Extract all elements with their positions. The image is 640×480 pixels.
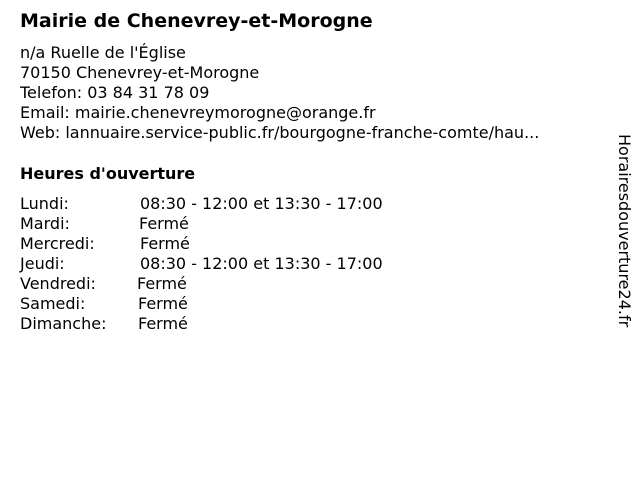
hours-heading: Heures d'ouverture <box>20 164 196 183</box>
day-hours: Fermé <box>138 314 188 333</box>
hours-row-saturday <box>20 294 480 314</box>
page-title: Mairie de Chenevrey-et-Morogne <box>20 10 373 32</box>
hours-row-tuesday <box>20 214 480 234</box>
day-hours: 08:30 - 12:00 et 13:30 - 17:00 <box>140 194 383 213</box>
day-label: Mardi: <box>20 214 70 233</box>
day-label: Lundi: <box>20 194 69 213</box>
hours-row-friday <box>20 274 480 294</box>
day-label: Jeudi: <box>20 254 65 273</box>
day-label: Vendredi: <box>20 274 96 293</box>
day-hours: Fermé <box>137 274 187 293</box>
hours-row-monday <box>20 194 480 214</box>
website-link[interactable]: Web: lannuaire.service-public.fr/bourgogne-franche-comte/hau... <box>20 123 540 142</box>
day-label: Dimanche: <box>20 314 107 333</box>
hours-table <box>20 194 480 334</box>
hours-row-sunday <box>20 314 480 334</box>
phone-number: Telefon: 03 84 31 78 09 <box>20 83 210 102</box>
hours-row-wednesday <box>20 234 480 254</box>
city-address: 70150 Chenevrey-et-Morogne <box>20 63 260 82</box>
day-label: Mercredi: <box>20 234 95 253</box>
street-address: n/a Ruelle de l'Église <box>20 43 186 62</box>
site-watermark: Horairesdouverture24.fr <box>615 134 634 328</box>
day-label: Samedi: <box>20 294 86 313</box>
day-hours: Fermé <box>140 234 190 253</box>
contact-info <box>20 43 539 143</box>
day-hours: Fermé <box>139 214 189 233</box>
hours-row-thursday <box>20 254 480 274</box>
day-hours: 08:30 - 12:00 et 13:30 - 17:00 <box>140 254 383 273</box>
email-address: Email: mairie.chenevreymorogne@orange.fr <box>20 103 376 122</box>
day-hours: Fermé <box>138 294 188 313</box>
